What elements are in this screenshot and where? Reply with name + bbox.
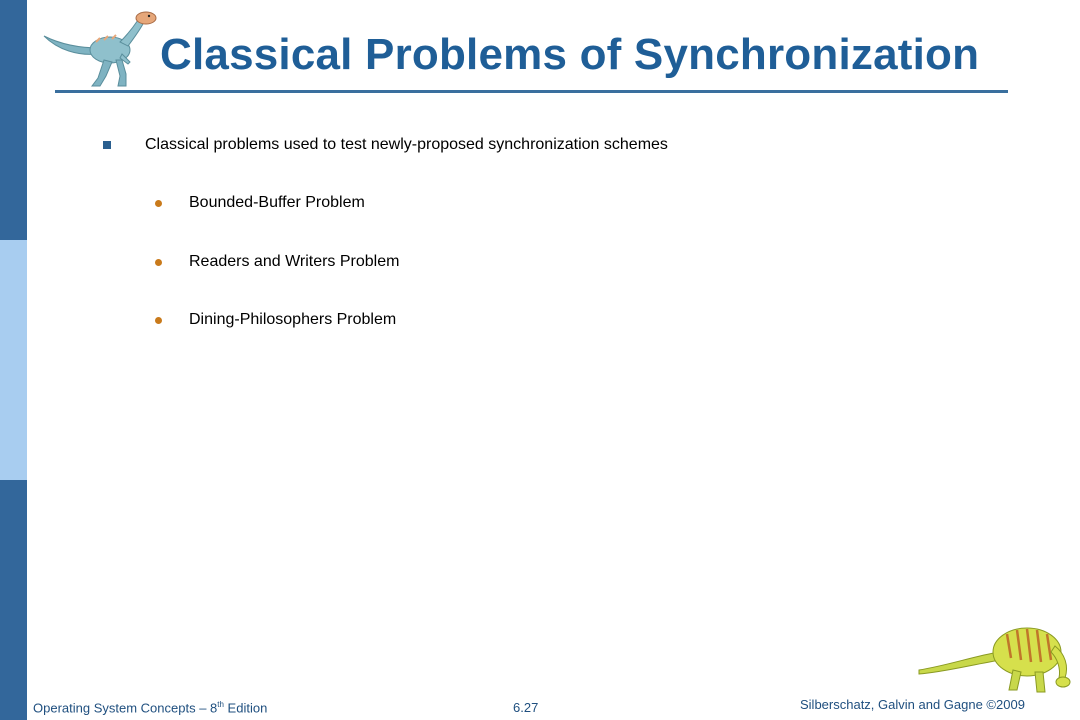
dinosaur-icon	[38, 6, 166, 90]
footer-book-title	[33, 700, 267, 715]
bullet-item	[103, 136, 668, 154]
sub-bullet-item	[155, 253, 399, 271]
slide-title: Classical Problems of Synchronization	[160, 30, 980, 79]
sub-bullet-text: Dining-Philosophers Problem	[189, 311, 397, 328]
sidebar-segment-middle	[0, 240, 27, 480]
footer-book-title-text: Operating System Concepts – 8	[33, 700, 218, 716]
sub-bullet-item	[155, 194, 365, 212]
footer-book-edition-text: Edition	[223, 700, 268, 716]
dinosaur-icon	[915, 612, 1075, 694]
footer-copyright: Silberschatz, Galvin and Gagne ©2009	[800, 697, 1025, 712]
sidebar-segment-top	[0, 0, 27, 240]
bullet-text: Classical problems used to test newly-proposed synchronization schemes	[145, 136, 668, 153]
footer-book-edition-suffix: th	[217, 700, 224, 709]
dot-bullet-icon	[155, 200, 162, 207]
sub-bullet-item	[155, 311, 396, 329]
sidebar-bar	[0, 0, 27, 720]
footer-page-number: 6.27	[513, 700, 539, 715]
sub-bullet-text: Bounded-Buffer Problem	[189, 194, 365, 211]
sidebar-segment-bottom	[0, 480, 27, 720]
title-underline	[55, 90, 1008, 93]
sub-bullet-text: Readers and Writers Problem	[189, 253, 400, 270]
dot-bullet-icon	[155, 317, 162, 324]
square-bullet-icon	[103, 141, 111, 149]
dot-bullet-icon	[155, 259, 162, 266]
